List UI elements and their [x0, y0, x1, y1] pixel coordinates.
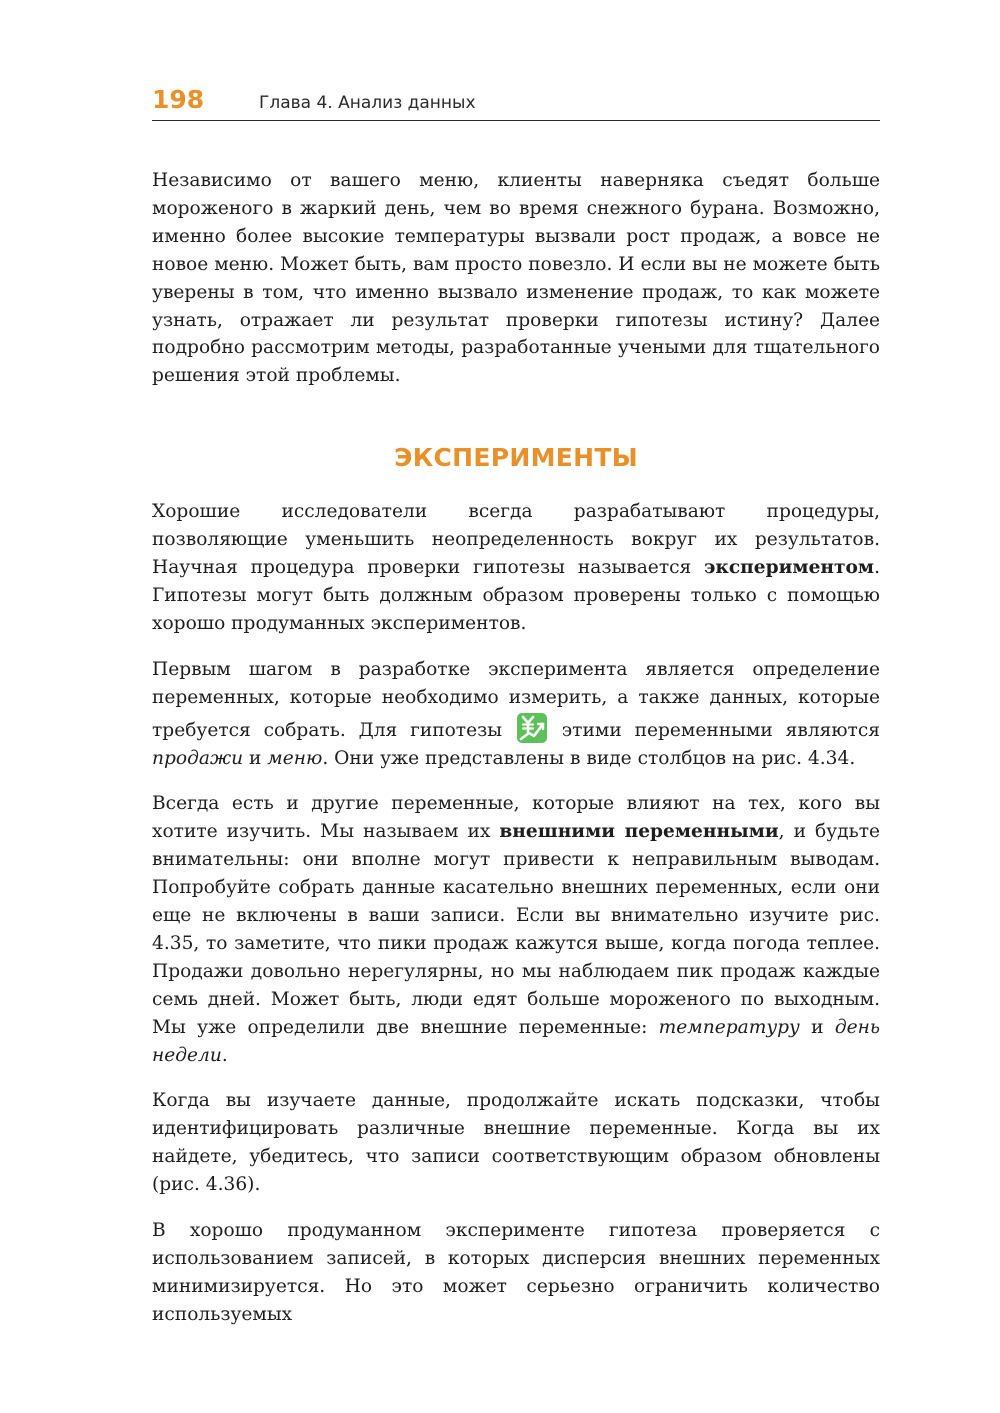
paragraph-4 [152, 790, 880, 1069]
paragraph-3-text-end: . Они уже представлены в виде столбцов на рис. 4.34. [322, 747, 856, 769]
term-sales: продажи [152, 747, 244, 769]
paragraph-3-and: и [243, 747, 268, 769]
term-day-of-week: день недели [152, 1016, 881, 1066]
paragraph-1: Независимо от вашего меню, клиенты наверняка съедят больше мороженого в жаркий день, чем во время снежного бурана. Возможно, именно более высокие температуры вызвали рост продаж, а вовсе не новое меню. Может быть, вам просто повезло. И если вы не можете быть уверены в том, что именно вызвало изменение продаж, то как можете узнать, отражает ли результат проверки гипотезы истину? Далее подробно рассмотрим методы, разработанные учеными для тщательного решения этой проблемы. [152, 170, 880, 387]
running-header [152, 84, 880, 121]
paragraph-2-text-end: . Гипотезы могут быть должным образом проверены только с помощью хорошо продуманных экспериментов. [152, 557, 880, 634]
yen-chart-icon [516, 712, 548, 744]
paragraph-2 [152, 498, 880, 638]
paragraph-2-text: Хорошие исследователи всегда разрабатывают процедуры, позволяющие уменьшить неопределенность вокруг их результатов. Научная процедура проверки гипотезы называется [152, 501, 880, 579]
paragraph-5: Когда вы изучаете данные, продолжайте искать подсказки, чтобы идентифицировать различные внешние переменные. Когда вы их найдете, убедитесь, что записи соответствующим образом обновлены (рис. 4.36). [152, 1090, 880, 1196]
term-external-variables: внешними переменными [499, 821, 779, 843]
page-number: 198 [152, 85, 205, 114]
paragraph-3-text-mid: этими переменными являются [561, 719, 880, 741]
term-menu: меню [267, 747, 323, 769]
paragraph-4-text: Всегда есть и другие переменные, которые влияют на тех, кого вы хотите изучить. Мы называем их [152, 793, 880, 843]
paragraph-6: В хорошо продуманном эксперименте гипотеза проверяется с использованием записей, в которых дисперсия внешних переменных минимизируется. Но это может серьезно ограничить количество используемых [152, 1220, 880, 1325]
section-heading: ЭКСПЕРИМЕНТЫ [394, 443, 638, 473]
paragraph-3-text: Первым шагом в разработке эксперимента является определение переменных, которые необходимо измерить, а также данных, которые требуется собрать. Для гипотезы [152, 658, 880, 741]
term-temperature: температуру [658, 1016, 800, 1038]
term-experiment: экспериментом [704, 557, 875, 579]
page-body [152, 167, 880, 1329]
chapter-title: Глава 4. Анализ данных [259, 93, 476, 113]
paragraph-4-and: и [799, 1016, 835, 1038]
paragraph-3 [152, 656, 880, 773]
paragraph-4-text-end: . [221, 1044, 228, 1066]
paragraph-4-text-mid: , и будьте внимательны: они вполне могут привести к неправильным выводам. Попробуйте собрать данные касательно внешних переменных, если они еще не включены в ваши записи. Если вы внимательно изучите рис. 4.35, то заметите, что пики продаж кажутся выше, когда погода теплее. Продажи довольно нерегулярны, но мы наблюдаем пик продаж каждые семь дней. Может быть, люди едят больше мороженого по выходным. Мы уже определили две внешние переменные: [152, 821, 880, 1038]
